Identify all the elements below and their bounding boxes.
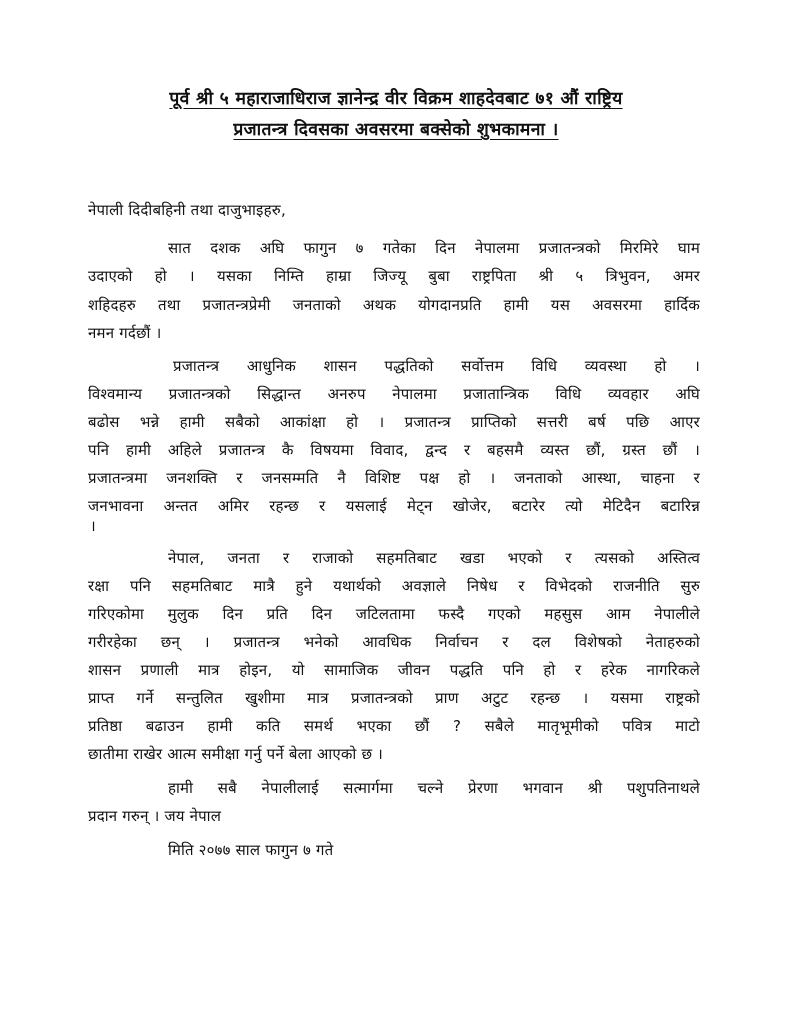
paragraph-4-line: प्रदान गरुन् । जय नेपाल	[88, 807, 222, 825]
paragraph-3-line: नेपाल, जनता र राजाको सहमतिबाट खडा भएको र त्यसको अस्तित्व	[168, 549, 700, 567]
paragraph-3-line: शासन प्रणाली मात्र होइन, यो सामाजिक जीवन पद्धति पनि हो र हरेक नागरिकले	[88, 661, 700, 679]
paragraph-2-line: ।	[90, 517, 96, 535]
paragraph-1-line: उदाएको हो । यसका निम्ति हाम्रा जिज्यू बुबा राष्ट्रपिता श्री ५ त्रिभुवन, अमर	[88, 267, 700, 285]
paragraph-2-line: प्रजातन्त्र आधुनिक शासन पद्धतिको सर्वोत्तम विधि व्यवस्था हो ।	[173, 357, 700, 375]
salutation: नेपाली दिदीबहिनी तथा दाजुभाइहरु,	[88, 201, 286, 219]
paragraph-4-line: हामी सबै नेपालीलाई सत्मार्गमा चल्ने प्रेरणा भगवान श्री पशुपतिनाथले	[168, 779, 700, 797]
paragraph-1-line: सात दशक अघि फागुन ७ गतेका दिन नेपालमा प्रजातन्त्रको मिरमिरे घाम	[168, 239, 700, 257]
paragraph-3-line: गरिएकोमा मुलुक दिन प्रति दिन जटिलतामा फस्दै गएको महसुस आम नेपालीले	[88, 605, 700, 623]
paragraph-1-line: नमन गर्दछौं ।	[88, 324, 162, 342]
paragraph-2-line: प्रजातन्त्रमा जनशक्ति र जनसम्मति नै विशिष्ट पक्ष हो । जनताको आस्था, चाहना र	[88, 469, 700, 487]
document-title-line-1: पूर्व श्री ५ महाराजाधिराज ज्ञानेन्द्र वीर विक्रम शाहदेवबाट ७१ औं राष्ट्रिय	[169, 89, 623, 109]
paragraph-3-line: प्राप्त गर्ने सन्तुलित खुशीमा मात्र प्रजातन्त्रको प्राण अटुट रहन्छ । यसमा राष्ट्रको	[88, 689, 700, 707]
paragraph-3-line: गरीरहेका छन् । प्रजातन्त्र भनेको आवधिक निर्वाचन र दल विशेषको नेताहरुको	[88, 633, 700, 651]
paragraph-3-line: रक्षा पनि सहमतिबाट मात्रै हुने यथार्थको अवज्ञाले निषेध र विभेदको राजनीति सुरु	[88, 577, 700, 595]
document-title-line-2: प्रजातन्त्र दिवसका अवसरमा बक्सेको शुभकामना ।	[233, 120, 559, 140]
paragraph-2-line: पनि हामी अहिले प्रजातन्त्र कै विषयमा विवाद, द्वन्द र बहसमै व्यस्त छौं, ग्रस्त छौं ।	[88, 441, 700, 459]
paragraph-2-line: विश्वमान्य प्रजातन्त्रको सिद्धान्त अनरुप नेपालमा प्रजातान्त्रिक विधि व्यवहार अघि	[88, 385, 700, 403]
paragraph-2-line: बढोस भन्ने हामी सबैको आकांक्षा हो । प्रजातन्त्र प्राप्तिको सत्तरी बर्ष पछि आएर	[88, 413, 700, 431]
paragraph-1-line: शहिदहरु तथा प्रजातन्त्रप्रेमी जनताको अथक योगदानप्रति हामी यस अवसरमा हार्दिक	[88, 296, 700, 314]
paragraph-3-line: प्रतिष्ठा बढाउन हामी कति समर्थ भएका छौं ? सबैले मातृभूमीको पवित्र माटो	[88, 717, 700, 735]
date-line: मिति २०७७ साल फागुन ७ गते	[168, 841, 334, 859]
paragraph-3-line: छातीमा राखेर आत्म समीक्षा गर्नु पर्ने बेला आएको छ ।	[88, 745, 384, 763]
paragraph-2-line: जनभावना अन्तत अमिर रहन्छ र यसलाई मेट्न खोजेर, बटारेर त्यो मेटिदैन बटारिन्न	[88, 497, 700, 515]
